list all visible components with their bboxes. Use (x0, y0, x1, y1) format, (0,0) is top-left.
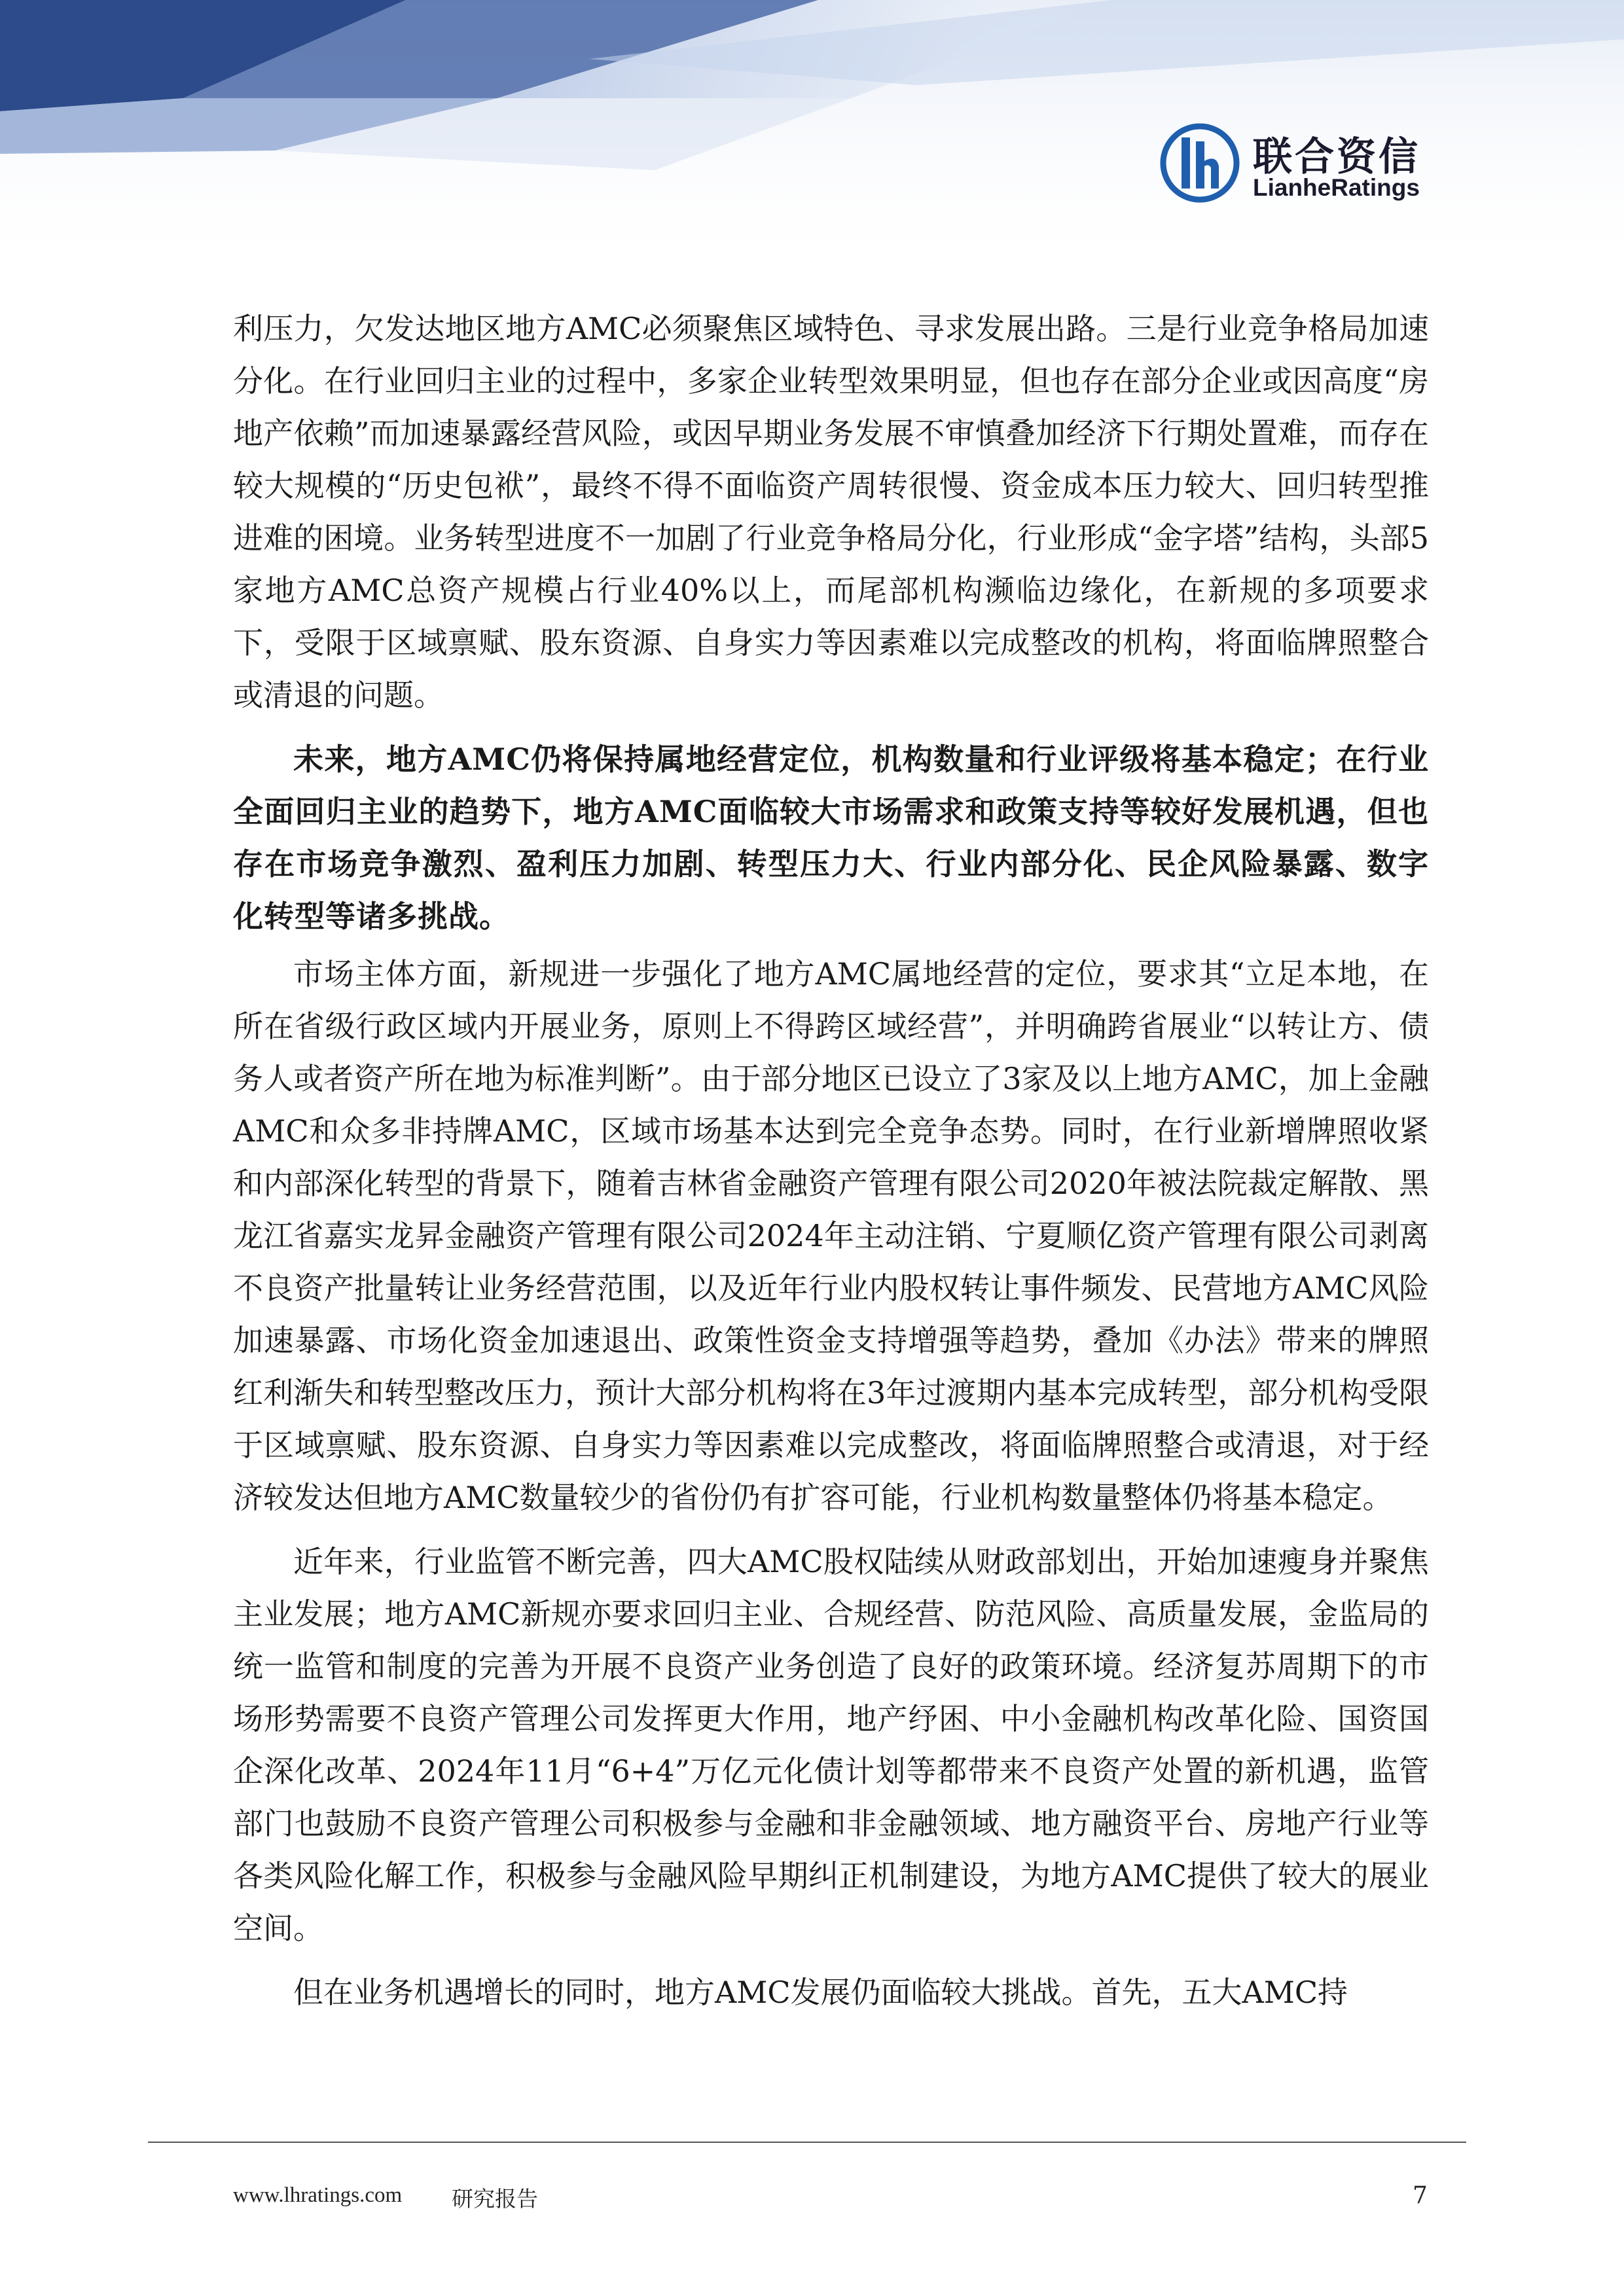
footer-divider (148, 2142, 1466, 2143)
footer-report-type: 研究报告 (452, 2186, 538, 2212)
footer-website-link[interactable]: www.lhratings.com (233, 2183, 403, 2207)
body-text (233, 302, 1429, 2030)
paragraph-challenges: 但在业务机遇增长的同时，地方AMC发展仍面临较大挑战。首先，五大AMC持 (293, 1975, 1348, 2010)
paragraph-market-entities: 市场主体方面，新规进一步强化了地方AMC属地经营的定位，要求其“立足本地，在所在省级行政区域内开展业务，原则上不得跨区域经营”，并明确跨省展业“以转让方、债务人或者资产所在地为标准判断”。由于部分地区已设立了3家及以上地方AMC，加上金融AMC和众多非持牌AMC，区域市场基本达到完全竞争态势。同时，在行业新增牌照收紧和内部深化转型的背景下，随着吉林省金融资产管理有限公司2020年被法院裁定解散、黑龙江省嘉实龙昇金融资产管理有限公司2024年主动注销、宁夏顺亿资产管理有限公司剥离不良资产批量转让业务经营范围，以及近年行业内股权转让事件频发、民营地方AMC风险加速暴露、市场化资金加速退出、政策性资金支持增强等趋势，叠加《办法》带来的牌照红利渐失和转型整改压力，预计大部分机构将在3年过渡期内基本完成转型，部分机构受限于区域禀赋、股东资源、自身实力等因素难以完成整改，将面临牌照整合或清退，对于经济较发达但地方AMC数量较少的省份仍有扩容可能，行业机构数量整体仍将基本稳定。 (233, 956, 1429, 1515)
logo-chinese-name: 联合资信 (1253, 134, 1420, 180)
lianhe-ratings-logo (1160, 123, 1448, 208)
paragraph-regulation-opportunity: 近年来，行业监管不断完善，四大AMC股权陆续从财政部划出，开始加速瘦身并聚焦主业发展；地方AMC新规亦要求回归主业、合规经营、防范风险、高质量发展，金监局的统一监管和制度的完善为开展不良资产业务创造了良好的政策环境。经济复苏周期下的市场形势需要不良资产管理公司发挥更大作用，地产纾困、中小金融机构改革化险、国资国企深化改革、2024年11月“6+4”万亿元化债计划等都带来不良资产处置的新机遇，监管部门也鼓励不良资产管理公司积极参与金融和非金融领域、地方融资平台、房地产行业等各类风险化解工作，积极参与金融风险早期纠正机制建设，为地方AMC提供了较大的展业空间。 (233, 1544, 1429, 1946)
page-number: 7 (1413, 2182, 1428, 2209)
paragraph-outlook-summary: 未来，地方AMC仍将保持属地经营定位，机构数量和行业评级将基本稳定；在行业全面回归主业的趋势下，地方AMC面临较大市场需求和政策支持等较好发展机遇，但也存在市场竞争激烈、盈利压力加剧、转型压力大、行业内部分化、民企风险暴露、数字化转型等诸多挑战。 (233, 742, 1429, 934)
lianhe-logo-icon (1160, 123, 1240, 203)
logo-english-name: LianheRatings (1253, 174, 1420, 201)
paragraph-industry-differentiation: 利压力，欠发达地区地方AMC必须聚焦区域特色、寻求发展出路。三是行业竞争格局加速分化。在行业回归主业的过程中，多家企业转型效果明显，但也存在部分企业或因高度“房地产依赖”而加速暴露经营风险，或因早期业务发展不审慎叠加经济下行期处置难，而存在较大规模的“历史包袱”，最终不得不面临资产周转很慢、资金成本压力较大、回归转型推进难的困境。业务转型进度不一加剧了行业竞争格局分化，行业形成“金字塔”结构，头部5家地方AMC总资产规模占行业40%以上，而尾部机构濒临边缘化，在新规的多项要求下，受限于区域禀赋、股东资源、自身实力等因素难以完成整改的机构，将面临牌照整合或清退的问题。 (233, 311, 1429, 713)
